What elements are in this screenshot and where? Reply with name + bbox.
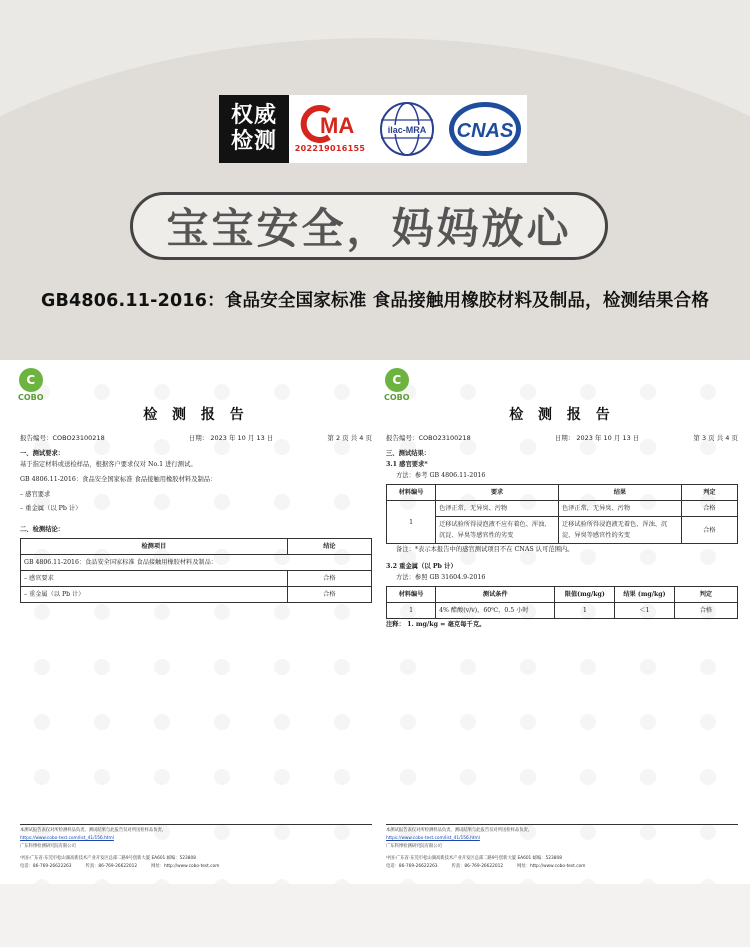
slogan-pill — [130, 192, 608, 260]
footer-disclaimer: 本测试报告表仅对所检测样品负责。测试结果与此报告仅对所送检样品负责。 — [20, 828, 167, 833]
report-number: 报告编号：COBO23100218 — [20, 434, 105, 442]
table-cell: 色泽正常，无异臭、污物 — [558, 501, 681, 517]
table-header: 限值(mg/kg) — [555, 587, 615, 603]
table-row — [21, 571, 372, 587]
table-header: 测试条件 — [436, 587, 555, 603]
cobo-logo — [18, 368, 44, 402]
table-cell: 合格 — [287, 571, 371, 587]
table-cell: 色泽正常，无异臭、污物 — [436, 501, 559, 517]
table-cell: 合格 — [681, 517, 737, 544]
footer-contacts — [386, 863, 738, 871]
report-page-2 — [12, 362, 380, 884]
svg-text:ilac-MRA: ilac-MRA — [387, 125, 427, 135]
report-body — [386, 448, 738, 630]
footer-address: 中国·广东省·东莞市松山湖高新技术产业开发区总部二路9号创新大厦 EA601 邮编：523808 — [386, 856, 562, 861]
table-header: 材料编号 — [387, 485, 436, 501]
test-standard: GB 4806.11-2016：食品安全国家标准 食品接触用橡胶材料及制品： — [20, 476, 217, 483]
subsection-heading: 3.2 重金属（以 Pb 计） — [386, 563, 457, 570]
table-cell: 合格 — [287, 587, 371, 603]
ilac-globe-icon — [375, 98, 439, 160]
table-cell: 4% 醋酸(v/v)，60℃，0.5 小时 — [436, 603, 555, 619]
table-cell: ＜1 — [615, 603, 675, 619]
cobo-logo-text: COBO — [384, 393, 410, 402]
table-row — [387, 517, 738, 544]
report-date: 日期： 2023 年 10 月 13 日 — [554, 434, 640, 442]
table-cell: 1 — [555, 603, 615, 619]
footer-link[interactable]: https://www.cobo-test.com/list_41/156.html — [386, 836, 480, 841]
footer-tel: 电话：86-769-26622263 — [20, 864, 72, 869]
footer-company: 广东科博检测研究院有限公司 — [20, 844, 76, 849]
table-note: 备注：*表示本报告中的感官测试项目不在 CNAS 认可范围内。 — [396, 546, 574, 553]
table-cell: – 重金属（以 Pb 计） — [21, 587, 288, 603]
footer-disclaimer: 本测试报告表仅对所检测样品负责。测试结果与此报告仅对所送检样品负责。 — [386, 828, 533, 833]
cma-mark-icon — [295, 105, 365, 143]
report-number: 报告编号：COBO23100218 — [386, 434, 471, 442]
badge-line1: 权威 — [230, 103, 277, 128]
cma-logo — [289, 95, 371, 163]
footer-tel: 电话：86-769-26622263 — [386, 864, 438, 869]
subsection-heading: 3.1 感官要求* — [386, 461, 428, 468]
table-cell: – 感官要求 — [21, 571, 288, 587]
heavy-metal-table — [386, 586, 738, 619]
footer-divider — [386, 824, 738, 825]
cobo-logo-icon: C — [385, 368, 409, 392]
bottom-band — [0, 884, 750, 947]
table-header: 检测项目 — [21, 539, 288, 555]
cobo-logo — [384, 368, 410, 402]
footer-address: 中国·广东省·东莞市松山湖高新技术产业开发区总部二路9号创新大厦 EA601 邮编：523808 — [20, 856, 196, 861]
table-cell: 合格 — [681, 501, 737, 517]
table-row — [387, 603, 738, 619]
table-header: 结果 — [558, 485, 681, 501]
footer-fax: 传真：86-769-26622012 — [451, 864, 504, 869]
report-meta — [386, 433, 738, 442]
report-body — [20, 448, 372, 603]
table-cell: 合格 — [674, 603, 737, 619]
footer-contacts — [20, 863, 372, 871]
page-number: 第 3 页 共 4 页 — [693, 434, 738, 442]
footer-company: 广东科博检测研究院有限公司 — [386, 844, 442, 849]
cobo-logo-text: COBO — [18, 393, 44, 402]
table-row — [387, 501, 738, 517]
certification-logos — [219, 95, 527, 163]
table-cell: 1 — [387, 603, 436, 619]
table-header: 判定 — [681, 485, 737, 501]
section-heading: 二、检测结论： — [20, 526, 65, 533]
table-row — [21, 587, 372, 603]
table-cell: 1 — [387, 501, 436, 544]
test-item: – 重金属（以 Pb 计） — [20, 505, 82, 512]
report-footer — [20, 824, 372, 871]
test-method: 方法：参考 GB 4806.11-2016 — [396, 472, 486, 479]
table-cell: 迁移试验所得浸泡液无着色、浑浊、沉淀、异臭等感官性的劣变 — [558, 517, 681, 544]
report-footer — [386, 824, 738, 871]
table-header: 判定 — [674, 587, 737, 603]
report-meta — [20, 433, 372, 442]
test-basis: 基于指定材料或送检样品，根据客户要求仅对 No.1 进行测试。 — [20, 461, 197, 468]
footer-divider — [20, 824, 372, 825]
table-cell: 迁移试验所得浸泡液不应有着色、浑浊、沉淀、异臭等感官性的劣变 — [436, 517, 559, 544]
ilac-mra-logo — [371, 95, 443, 163]
table-header: 结论 — [287, 539, 371, 555]
conclusion-table — [20, 538, 372, 603]
report-title: 检 测 报 告 — [143, 407, 249, 423]
report-date: 日期： 2023 年 10 月 13 日 — [188, 434, 274, 442]
table-header: 材料编号 — [387, 587, 436, 603]
standard-statement: GB4806.11-2016：食品安全国家标准 食品接触用橡胶材料及制品，检测结果合格 — [40, 291, 710, 311]
footer-link[interactable]: https://www.cobo-test.com/list_41/156.html — [20, 836, 114, 841]
cnas-mark-icon — [446, 98, 524, 160]
page-number: 第 2 页 共 4 页 — [327, 434, 372, 442]
cnas-logo — [443, 95, 527, 163]
section-heading: 三、测试结果： — [386, 450, 431, 457]
report-page-3 — [378, 362, 746, 884]
table-header: 要求 — [436, 485, 559, 501]
table-row — [21, 555, 372, 571]
footer-site: 网址：http://www.cobo-test.com — [517, 864, 586, 869]
table-cell: GB 4806.11-2016：食品安全国家标准 食品接触用橡胶材料及制品： — [21, 555, 372, 571]
report-title: 检 测 报 告 — [509, 407, 615, 423]
footer-site: 网址：http://www.cobo-test.com — [151, 864, 220, 869]
table-note: 注释： 1. mg/kg = 毫克每千克。 — [386, 621, 486, 628]
svg-text:CNAS: CNAS — [456, 120, 514, 142]
table-header: 结果 (mg/kg) — [615, 587, 675, 603]
cobo-logo-icon: C — [19, 368, 43, 392]
hero-banner — [0, 0, 750, 360]
authority-testing-badge — [219, 95, 289, 163]
svg-text:MA: MA — [320, 113, 355, 138]
sensory-table — [386, 484, 738, 544]
section-heading: 一、测试要求： — [20, 450, 65, 457]
test-method: 方法：参照 GB 31604.9-2016 — [396, 574, 486, 581]
test-item: – 感官要求 — [20, 491, 51, 498]
footer-fax: 传真：86-769-26622012 — [85, 864, 138, 869]
cma-number: 202219016155 — [294, 144, 366, 153]
badge-line2: 检测 — [230, 129, 277, 154]
slogan-text: 宝宝安全，妈妈放心 — [166, 204, 572, 253]
